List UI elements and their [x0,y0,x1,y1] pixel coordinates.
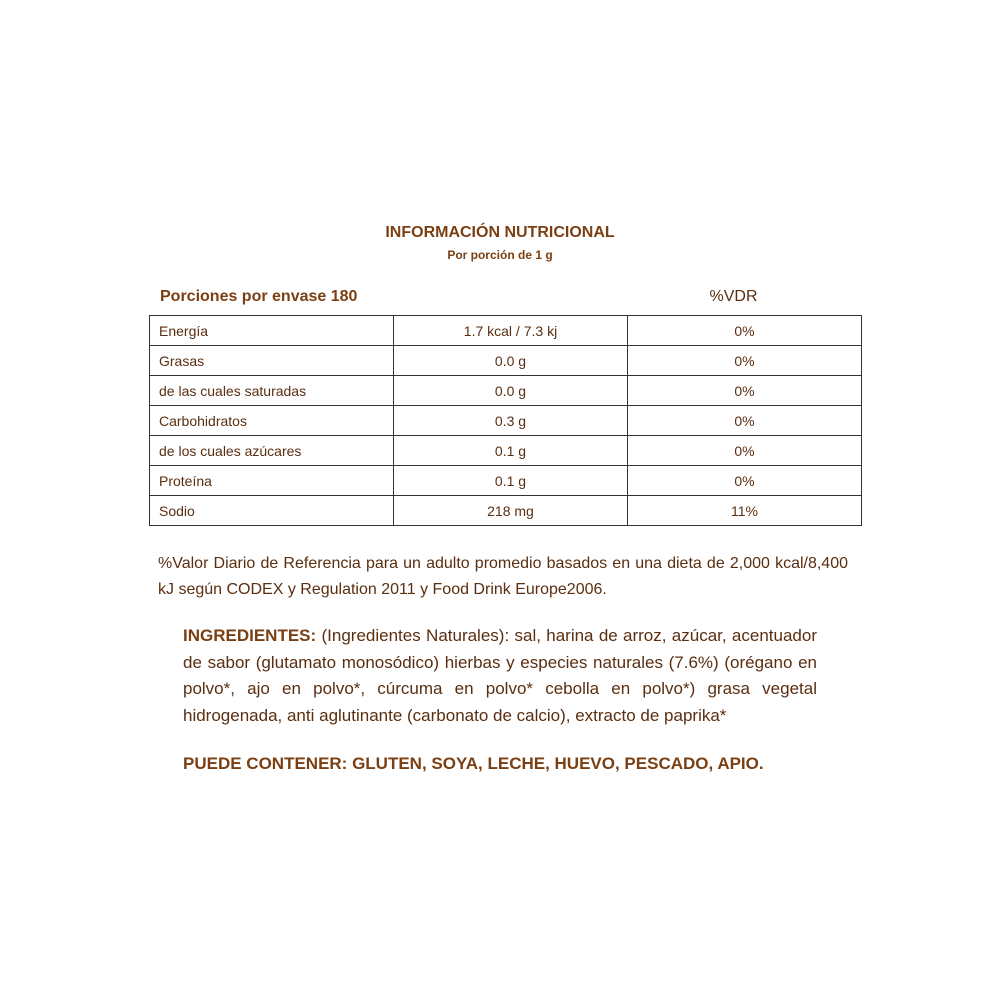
vdr-footnote: %Valor Diario de Referencia para un adulto promedio basados en una dieta de 2,000 kcal/8,400 kJ según CODEX y Regulation 2011 y Food Drink Europe2006. [158,555,848,598]
vdr-column-header: %VDR [709,288,758,305]
nutrient-name: Carbohidratos [150,406,394,436]
table-row [150,466,862,496]
nutrient-vdr: 0% [628,436,862,466]
nutrient-name: de los cuales azúcares [150,436,394,466]
nutrient-vdr: 0% [628,346,862,376]
ingredients-label: INGREDIENTES: [183,626,317,645]
nutrient-name: Energía [150,316,394,346]
serving-size-subtitle: Por porción de 1 g [447,248,553,262]
ingredients-text: (Ingredientes Naturales): sal, harina de arroz, azúcar, acentuador de sabor (glutamato monosódico) hierbas y especies naturales (7.6%) (orégano en polvo*, ajo en polvo*, cúrcuma en polvo* cebolla en polvo*) grasa vegetal hidrogenada, anti aglutinante (carbonato de calcio), extracto de paprika* [183,626,817,725]
nutrient-name: de las cuales saturadas [150,376,394,406]
table-row [150,346,862,376]
table-row [150,496,862,526]
nutrient-name: Grasas [150,346,394,376]
nutrient-amount: 1.7 kcal / 7.3 kj [394,316,628,346]
servings-per-container: Porciones por envase 180 [160,288,358,305]
nutrient-amount: 0.1 g [394,436,628,466]
nutrient-vdr: 11% [628,496,862,526]
nutrient-amount: 0.3 g [394,406,628,436]
nutrient-vdr: 0% [628,316,862,346]
table-row [150,406,862,436]
allergen-warning: PUEDE CONTENER: GLUTEN, SOYA, LECHE, HUEVO, PESCADO, APIO. [183,754,764,773]
nutrient-amount: 0.1 g [394,466,628,496]
nutrient-amount: 0.0 g [394,346,628,376]
nutrition-table [149,315,862,526]
nutrition-title: INFORMACIÓN NUTRICIONAL [385,224,615,241]
nutrient-amount: 0.0 g [394,376,628,406]
nutrient-vdr: 0% [628,376,862,406]
nutrient-name: Proteína [150,466,394,496]
nutrient-amount: 218 mg [394,496,628,526]
table-row [150,316,862,346]
ingredients-paragraph [183,623,817,729]
table-row [150,436,862,466]
nutrient-name: Sodio [150,496,394,526]
nutrient-vdr: 0% [628,406,862,436]
nutrient-vdr: 0% [628,466,862,496]
table-row [150,376,862,406]
